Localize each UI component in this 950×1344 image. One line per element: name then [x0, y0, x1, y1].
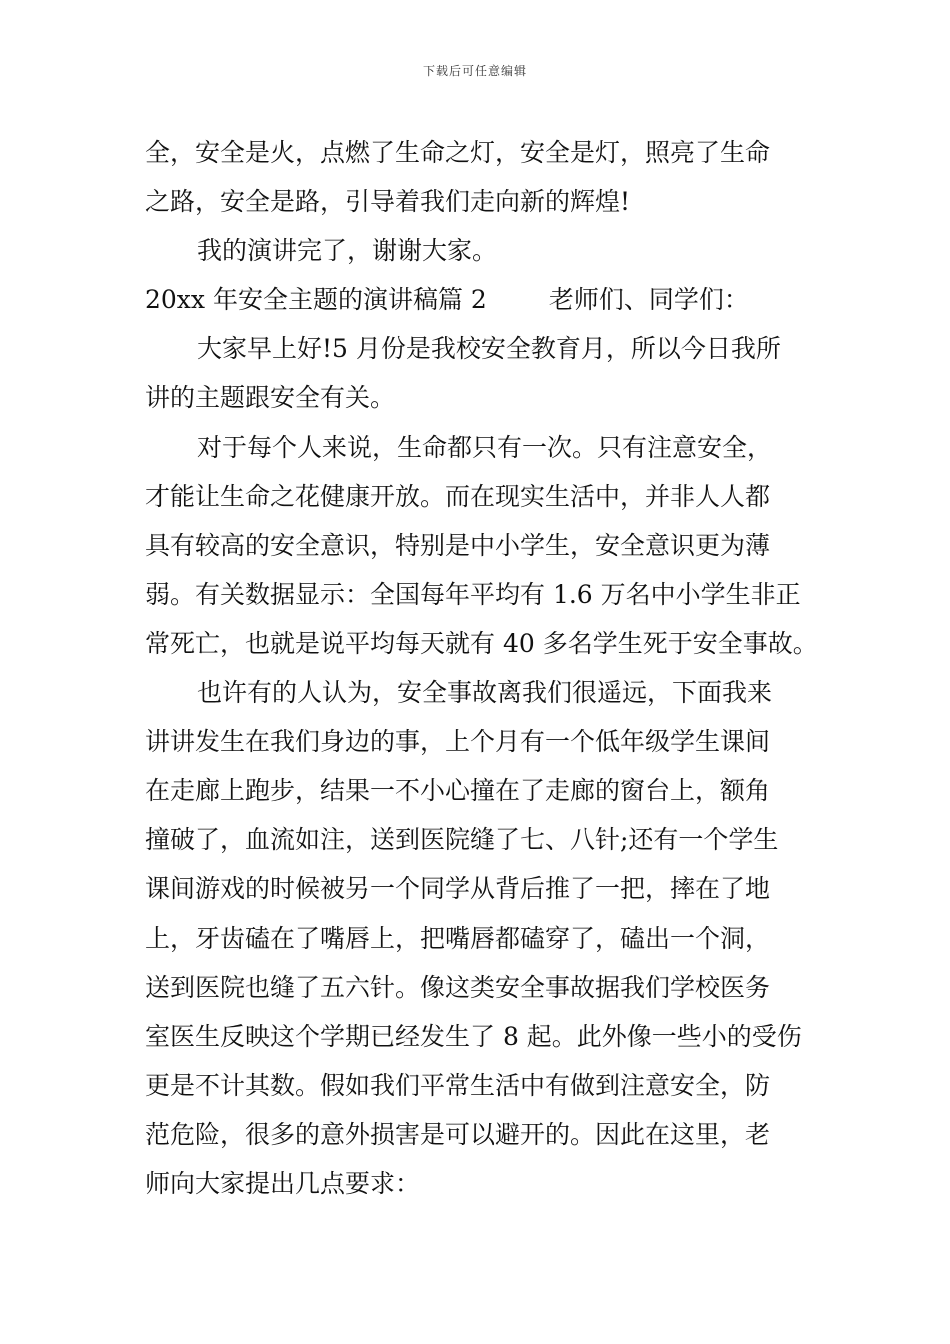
paragraph-line: 也许有的人认为，安全事故离我们很遥远，下面我来	[197, 678, 773, 708]
paragraph-line: 才能让生命之花健康开放。而在现实生活中，并非人人都	[145, 481, 771, 511]
paragraph-line: 全，安全是火，点燃了生命之灯，安全是灯，照亮了生命	[145, 138, 771, 167]
paragraph-line: 师向大家提出几点要求：	[145, 1168, 421, 1198]
paragraph-line: 上，牙齿磕在了嘴唇上，把嘴唇都磕穿了，磕出一个洞，	[145, 923, 771, 953]
paragraph-line: 常死亡，也就是说平均每天就有 40 多名学生死于安全事故。	[145, 628, 818, 658]
paragraph-line: 室医生反映这个学期已经发生了 8 起。此外像一些小的受伤	[145, 1021, 802, 1051]
paragraph-line: 具有较高的安全意识，特别是中小学生，安全意识更为薄	[145, 530, 771, 560]
paragraph-line: 送到医院也缝了五六针。像这类安全事故据我们学校医务	[145, 972, 771, 1002]
paragraph-line: 范危险，很多的意外损害是可以避开的。因此在这里，老	[145, 1119, 771, 1149]
paragraph-line: 在走廊上跑步，结果一不小心撞在了走廊的窗台上，额角	[145, 776, 771, 806]
paragraph-line: 之路，安全是路，引导着我们走向新的辉煌!	[145, 187, 631, 217]
paragraph-line: 弱。有关数据显示：全国每年平均有 1.6 万名中小学生非正	[145, 579, 801, 609]
document-body	[145, 128, 818, 1208]
paragraph-line: 大家早上好!5 月份是我校安全教育月，所以今日我所	[197, 334, 781, 364]
section-title-line	[145, 275, 807, 324]
salutation: 老师们、同学们：	[548, 285, 749, 315]
page-header: 下载后可任意编辑	[422, 64, 527, 78]
paragraph-line: 讲的主题跟安全有关。	[145, 383, 396, 413]
paragraph-line: 更是不计其数。假如我们平常生活中有做到注意安全，防	[145, 1070, 771, 1100]
paragraph-line: 撞破了，血流如注，送到医院缝了七、八针;还有一个学生	[145, 825, 779, 855]
paragraph-line: 讲讲发生在我们身边的事，上个月有一个低年级学生课间	[145, 727, 771, 757]
closing-line: 我的演讲完了，谢谢大家。	[197, 236, 498, 266]
paragraph-line: 课间游戏的时候被另一个同学从背后推了一把，摔在了地	[145, 874, 771, 904]
section-title: 20xx 年安全主题的演讲稿篇 2	[145, 285, 487, 315]
paragraph-line: 对于每个人来说，生命都只有一次。只有注意安全，	[197, 432, 773, 462]
